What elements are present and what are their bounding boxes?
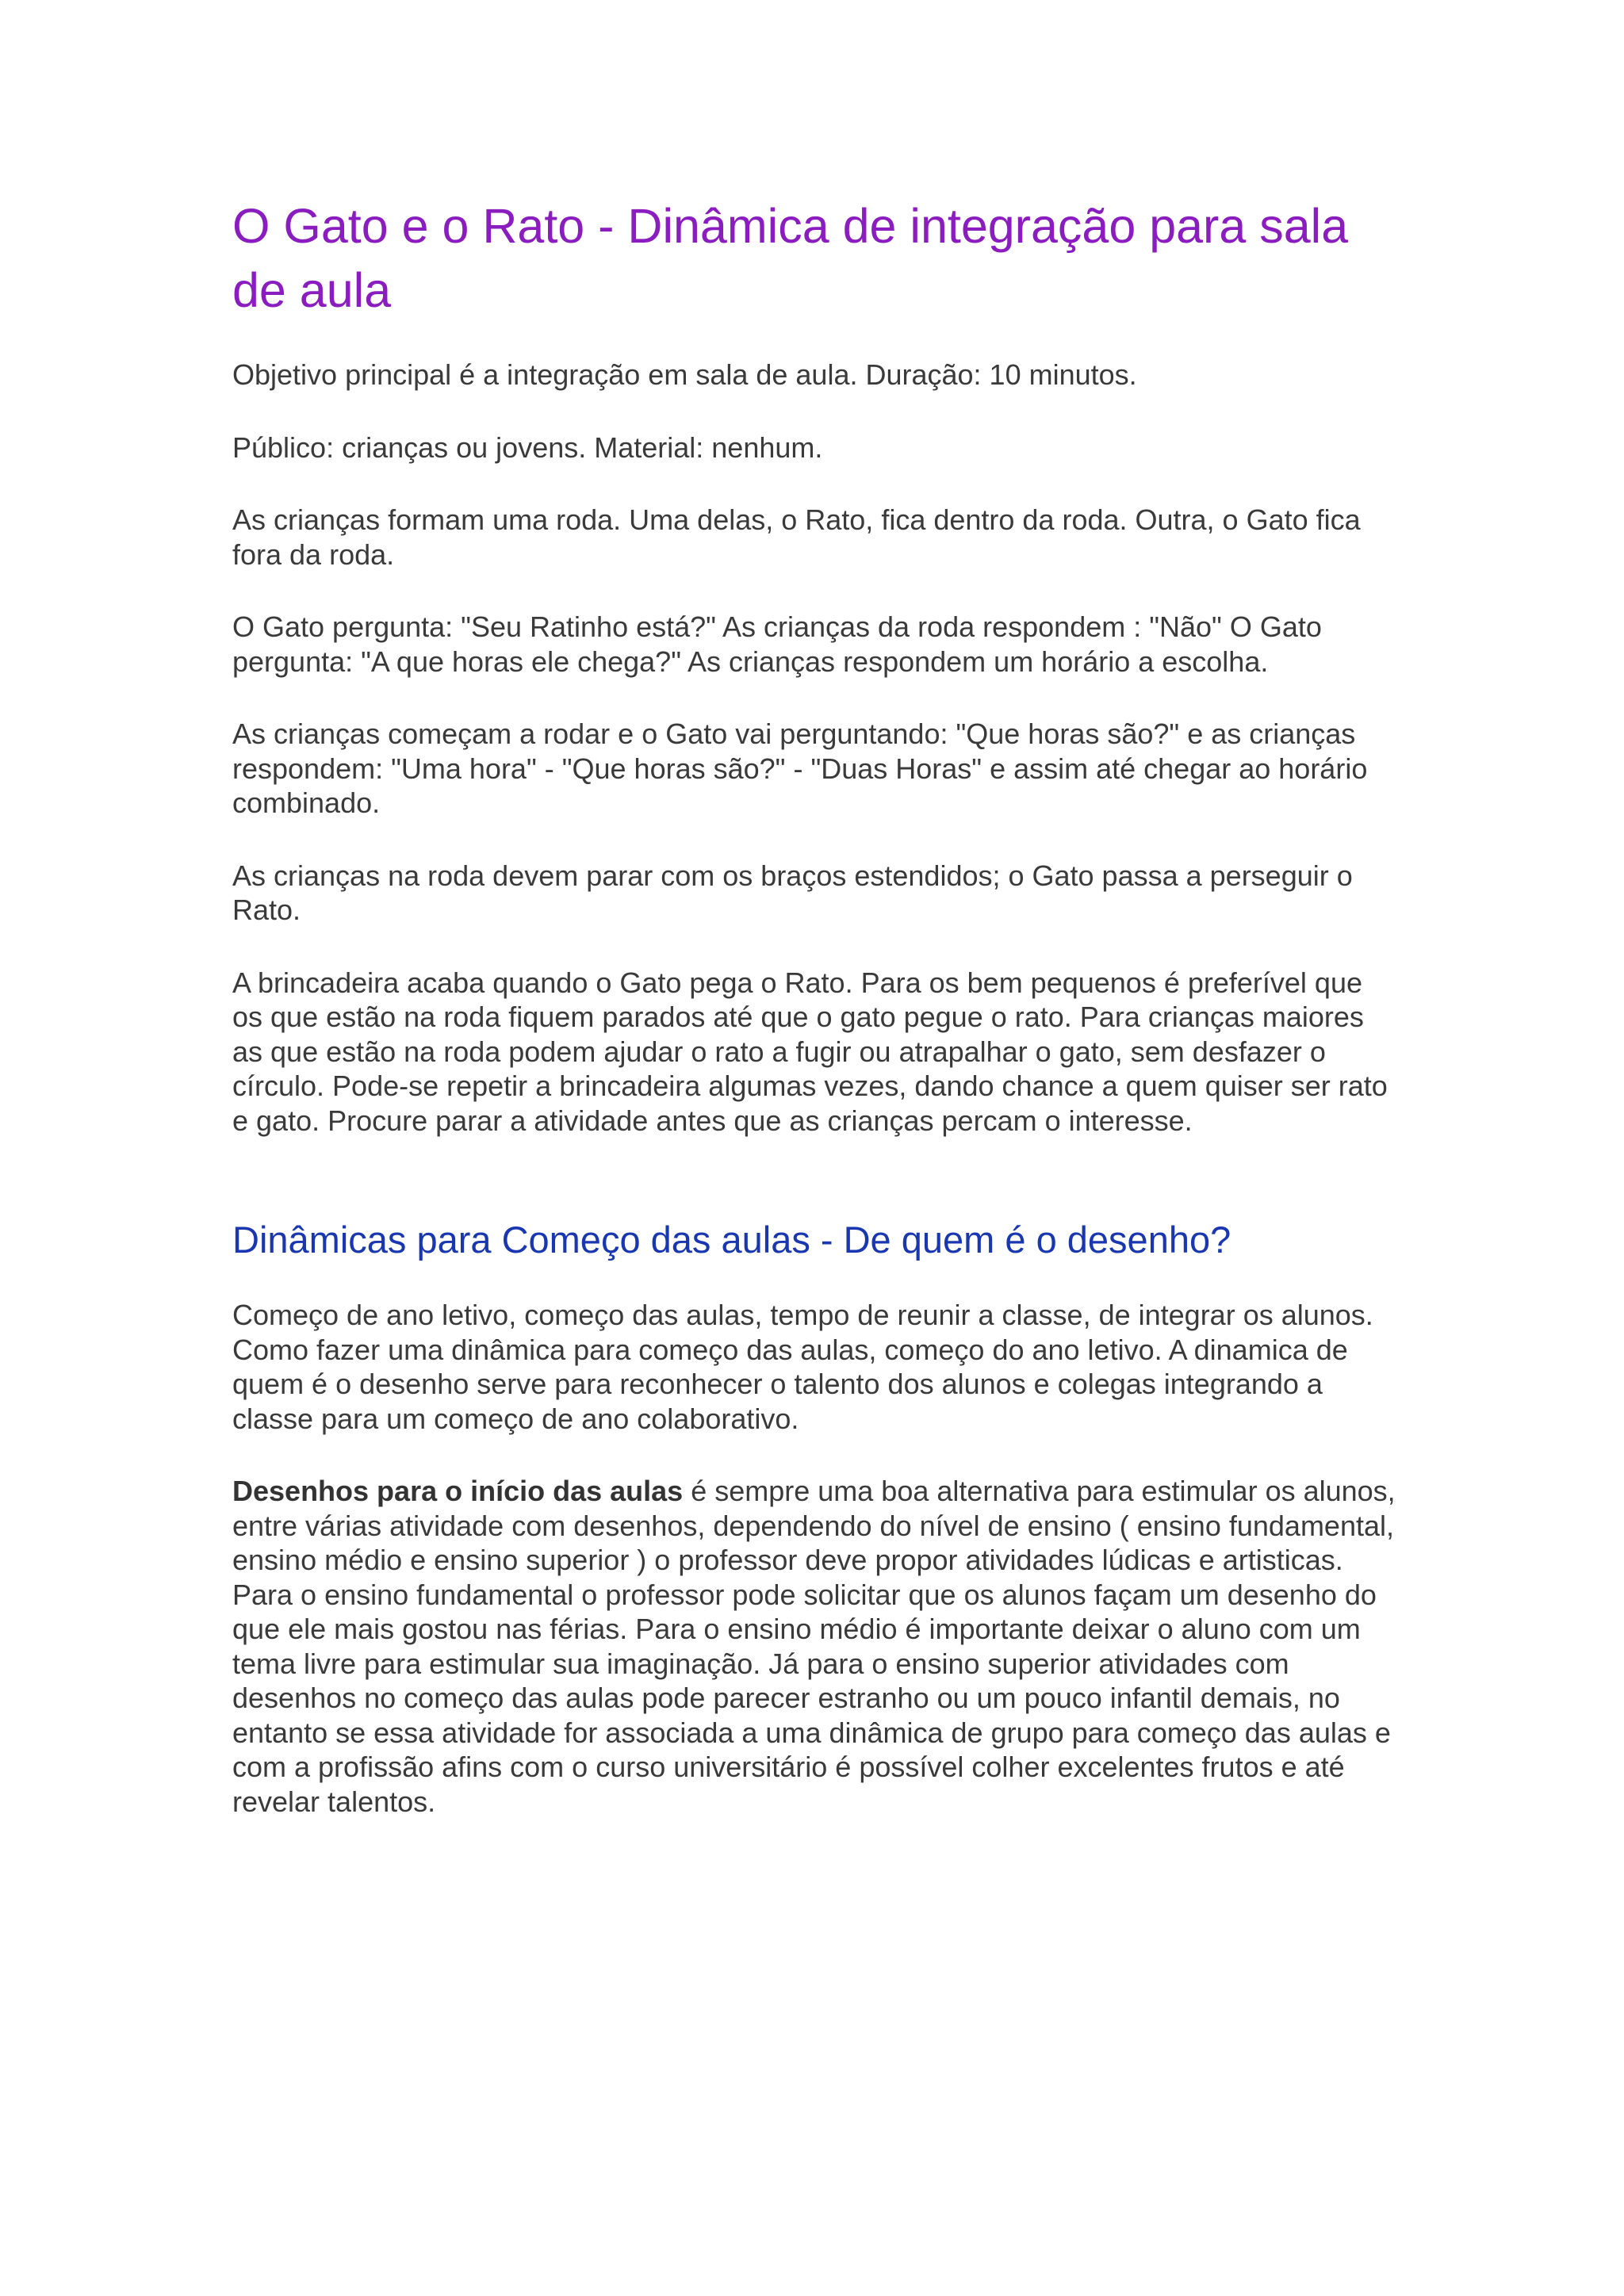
paragraph-drawings-body: é sempre uma boa alternativa para estimular os alunos, entre várias atividade com desenhos, dependendo do nível de ensino ( ensino fundamental, ensino médio e ensino superior ) o professor deve propor atividades lúdicas e artisticas. Para o ensino fundamental o professor pode solicitar que os alunos façam um desenho do que ele mais gostou nas férias. Para o ensino médio é importante deixar o aluno com um tema livre para estimular sua imaginação. Já para o ensino superior atividades com desenhos no começo das aulas pode parecer estranho ou um pouco infantil demais, no entanto se essa atividade for associada a uma dinâmica de grupo para começo das aulas e com a profissão afins com o curso universitário é possível colher excelentes frutos e até revelar talentos. bbox=[232, 1475, 1396, 1818]
paragraph-rotation: As crianças começam a rodar e o Gato vai perguntando: "Que horas são?" e as crianças respondem: "Uma hora" - "Que horas são?" - "Duas Horas" e assim até chegar ao horário combinado. bbox=[232, 718, 1368, 819]
paragraph-drawings bbox=[232, 1474, 1398, 1819]
paragraph-chase: As crianças na roda devem parar com os braços estendidos; o Gato passa a perseguir o Rato. bbox=[232, 859, 1353, 926]
paragraph-setup: As crianças formam uma roda. Uma delas, o Rato, fica dentro da roda. Outra, o Gato fica fora da roda. bbox=[232, 503, 1361, 571]
paragraph-dialogue: O Gato pergunta: "Seu Ratinho está?" As crianças da roda respondem : "Não" O Gato pergunta: "A que horas ele chega?" As crianças respondem um horário a escolha. bbox=[232, 610, 1322, 678]
paragraph-ending: A brincadeira acaba quando o Gato pega o Rato. Para os bem pequenos é preferível que os que estão na roda fiquem parados até que o gato pegue o rato. Para crianças maiores as que estão na roda podem ajudar o rato a fugir ou atrapalhar o gato, sem desfazer o círculo. Pode-se repetir a brincadeira algumas vezes, dando chance a quem quiser ser rato e gato. Procure parar a atividade antes que as crianças percam o interesse. bbox=[232, 966, 1388, 1137]
section-heading: Dinâmicas para Começo das aulas - De quem é o desenho? bbox=[232, 1219, 1231, 1261]
document-content bbox=[232, 194, 1398, 1819]
page-title: O Gato e o Rato - Dinâmica de integração para sala de aula bbox=[232, 199, 1349, 317]
paragraph-audience: Público: crianças ou jovens. Material: nenhum. bbox=[232, 430, 823, 464]
paragraph-section-intro: Começo de ano letivo, começo das aulas, tempo de reunir a classe, de integrar os alunos. Como fazer uma dinâmica para começo das aulas, começo do ano letivo. A dinamica de quem é o desenho serve para reconhecer o talento dos alunos e colegas integrando a classe para um começo de ano colaborativo. bbox=[232, 1299, 1373, 1435]
paragraph-objective: Objetivo principal é a integração em sala de aula. Duração: 10 minutos. bbox=[232, 358, 1137, 391]
paragraph-bold-lead: Desenhos para o início das aulas bbox=[232, 1475, 684, 1507]
